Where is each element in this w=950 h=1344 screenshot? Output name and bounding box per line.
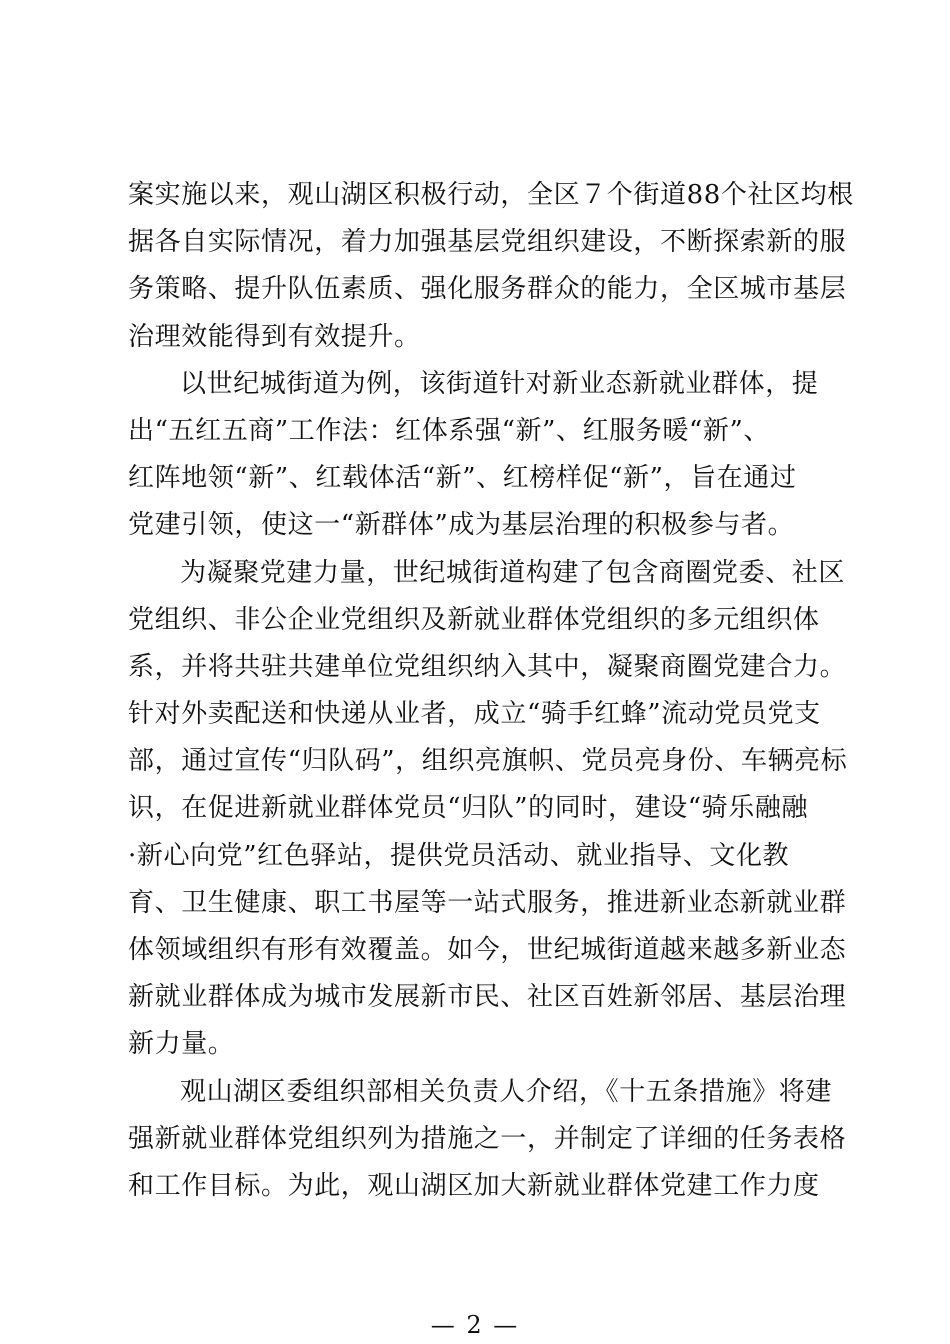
text-line: 系，并将共驻共建单位党组织纳入其中，凝聚商圈党建合力。 [128,651,847,682]
text-line: 识，在促进新就业群体党员“归队”的同时，建设“骑乐融融 [128,793,809,824]
paragraph-start-line: 为凝聚党建力量，世纪城街道构建了包含商圈党委、社区 [180,557,846,588]
text-line: 部，通过宣传“归队码”，组织亮旗帜、党员亮身份、车辆亮标 [128,746,848,777]
text-line: 务策略、提升队伍素质、强化服务群众的能力，全区城市基层 [128,274,847,305]
text-line: 针对外卖配送和快递从业者，成立“骑手红蜂”流动党员党支 [128,699,821,730]
body-text [128,172,854,1210]
text-line: 治理效能得到有效提升。 [128,321,421,352]
text-line: 党建引领，使这一“新群体”成为基层治理的积极参与者。 [128,510,795,541]
page-number: — 2 — [430,1311,520,1339]
text-line: 新就业群体成为城市发展新市民、社区百姓新邻居、基层治理 [128,982,847,1013]
text-line: 体领域组织有形有效覆盖。如今，世纪城街道越来越多新业态 [128,935,847,965]
text-line: 和工作目标。为此，观山湖区加大新就业群体党建工作力度 [128,1170,820,1201]
text-line: 案实施以来，观山湖区积极行动，全区７个街道88个社区均根 [128,180,854,210]
text-line: 强新就业群体党组织列为措施之一，并制定了详细的任务表格 [128,1123,847,1154]
text-line: 据各自实际情况，着力加强基层党组织建设，不断探索新的服 [128,227,847,258]
text-line: ·新心向党”红色驿站，提供党员活动、就业指导、文化教 [128,840,790,871]
text-line: 新力量。 [128,1029,235,1060]
text-line: 党组织、非公企业党组织及新就业群体党组织的多元组织体 [128,604,820,635]
text-line: 出“五红五商”工作法：红体系强“新”、红服务暖“新”、 [128,415,770,446]
paragraph-start-line: 观山湖区委组织部相关负责人介绍，《十五条措施》将建 [180,1076,833,1107]
text-line: 育、卫生健康、职工书屋等一站式服务，推进新业态新就业群 [128,887,847,918]
text-line: 红阵地领“新”、红载体活“新”、红榜样促“新”，旨在通过 [128,463,797,494]
paragraph-start-line: 以世纪城街道为例，该街道针对新业态新就业群体，提 [180,368,819,399]
